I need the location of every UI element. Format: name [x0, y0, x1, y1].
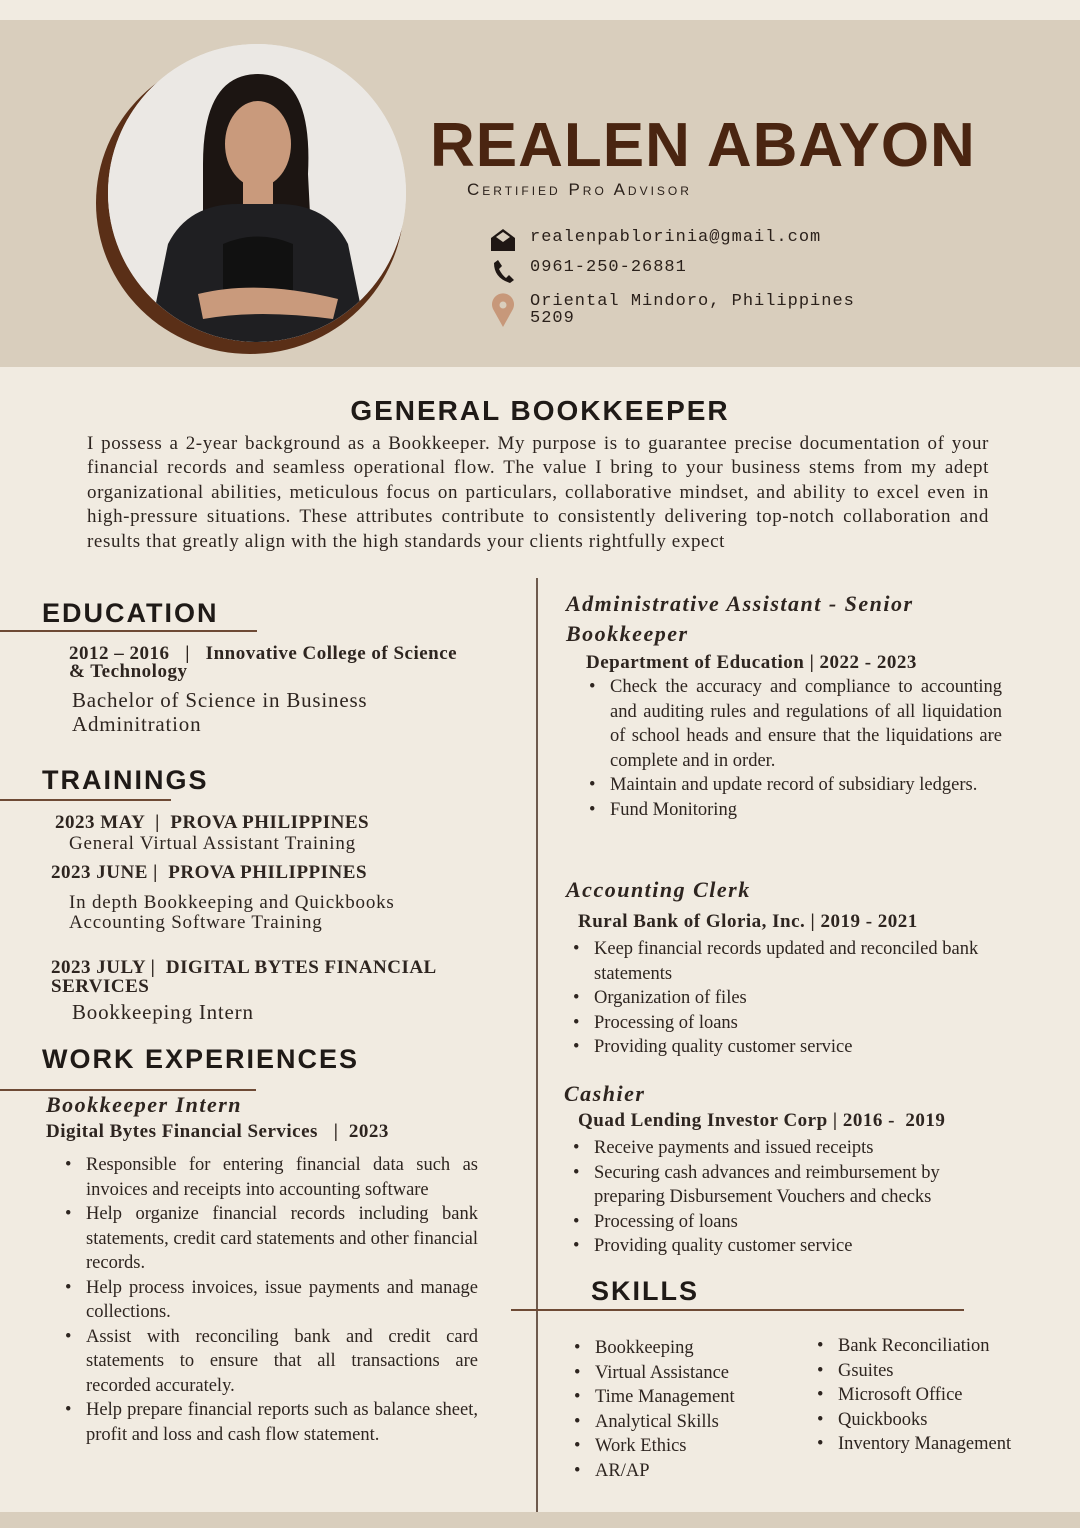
skill-item: • AR/AP	[571, 1459, 735, 1484]
training-3-head: 2023 JULY | DIGITAL BYTES FINANCIAL SERVICES	[51, 957, 441, 997]
contact-email	[490, 228, 821, 252]
skill-item: • Virtual Assistance	[571, 1361, 735, 1386]
skill-item: • Work Ethics	[571, 1434, 735, 1459]
job-org: Department of Education | 2022 - 2023	[586, 652, 917, 673]
trainings-heading: TRAININGS	[42, 765, 209, 795]
address-line-2: 5209	[530, 309, 575, 328]
skills-list-2	[814, 1334, 1011, 1457]
job-bullet: • Responsible for entering financial data such as invoices and receipts into accounting software	[62, 1153, 478, 1202]
job-bullet: • Maintain and update record of subsidiary ledgers.	[586, 773, 1002, 798]
job-bullet: • Keep financial records updated and reconciled bank statements	[570, 937, 996, 986]
job-bullet: • Processing of loans	[570, 1011, 996, 1036]
skill-item: • Inventory Management	[814, 1432, 1011, 1457]
job-org: Quad Lending Investor Corp | 2016 - 2019	[578, 1110, 946, 1131]
job-4	[564, 1079, 994, 1259]
skills-list-1	[571, 1336, 735, 1483]
skill-item: • Quickbooks	[814, 1408, 1011, 1433]
phone-icon	[490, 258, 516, 284]
training-3-desc: Bookkeeping Intern	[72, 1000, 254, 1024]
job-org: Rural Bank of Gloria, Inc. | 2019 - 2021	[578, 911, 918, 932]
skill-item: • Analytical Skills	[571, 1410, 735, 1435]
skill-item: • Time Management	[571, 1385, 735, 1410]
job-bullet: • Fund Monitoring	[586, 798, 1002, 823]
contact-phone	[490, 258, 687, 284]
job-bullet: • Providing quality customer service	[570, 1035, 996, 1060]
skill-item: • Gsuites	[814, 1359, 1011, 1384]
summary-paragraph: I possess a 2-year background as a Bookkeeper. My purpose is to guarantee precise documentation of your financial records and seamless operational flow. The value I bring to your business stems from my adept organizational abilities, meticulous focus on particulars, collaborative mindset, and ability to excel even in high-pressure situations. These attributes contribute to consistently delivering top-notch collaboration and results that greatly align with the high standards your clients rightfully expect	[87, 433, 989, 552]
skill-item: • Microsoft Office	[814, 1383, 1011, 1408]
job-title: Administrative Assistant - Senior Bookkeeper	[566, 591, 914, 646]
job-bullet: • Securing cash advances and reimbursement by preparing Disbursement Vouchers and checks	[570, 1161, 994, 1210]
job-2	[566, 589, 1002, 822]
education-line-2: & Technology	[69, 661, 188, 682]
candidate-subtitle: Certified Pro Advisor	[467, 180, 692, 199]
job-bullet: • Help organize financial records including bank statements, credit card statements and other financial records.	[62, 1202, 478, 1276]
training-2-desc: In depth Bookkeeping and Quickbooks Accounting Software Training	[69, 892, 395, 933]
job-title: Bookkeeper Intern	[46, 1092, 242, 1117]
job-bullet: • Assist with reconciling bank and credit card statements to ensure that all transactions are recorded accurately.	[62, 1325, 478, 1399]
education-line-1: 2012 – 2016 | Innovative College of Science	[69, 643, 458, 664]
education-rule	[0, 630, 257, 632]
job-bullet: • Providing quality customer service	[570, 1234, 994, 1259]
candidate-name: REALEN ABAYON	[430, 111, 976, 180]
role-heading: GENERAL BOOKKEEPER	[350, 395, 730, 426]
job-bullet: • Check the accuracy and compliance to accounting and auditing rules and regulations of all liquidation of school heads and ensure that the liquidations are complete and in order.	[586, 675, 1002, 773]
contact-address	[490, 293, 855, 327]
skills-heading: SKILLS	[591, 1276, 700, 1306]
job-bullet: • Organization of files	[570, 986, 996, 1011]
footer-band	[0, 1512, 1080, 1528]
job-bullet: • Help process invoices, issue payments and manage collections.	[62, 1276, 478, 1325]
skills-rule	[511, 1309, 964, 1311]
job-bullet: • Processing of loans	[570, 1210, 994, 1235]
location-pin-icon	[490, 293, 516, 327]
training-2-head: 2023 JUNE | PROVA PHILIPPINES	[51, 862, 368, 883]
skill-item: • Bank Reconciliation	[814, 1334, 1011, 1359]
phone-text: 0961-250-26881	[530, 258, 687, 277]
education-degree-2: Adminitration	[72, 712, 202, 736]
envelope-icon	[490, 228, 516, 252]
address-line-1: Oriental Mindoro, Philippines	[530, 292, 855, 311]
job-title: Accounting Clerk	[566, 877, 751, 902]
column-divider	[536, 578, 538, 1512]
email-text[interactable]: realenpablorinia@gmail.com	[530, 228, 822, 247]
job-title: Cashier	[564, 1081, 646, 1106]
job-bullet: • Help prepare financial reports such as balance sheet, profit and loss and cash flow statement.	[62, 1398, 478, 1447]
job-1	[46, 1090, 478, 1447]
training-1-head: 2023 MAY | PROVA PHILIPPINES	[55, 812, 370, 833]
education-heading: EDUCATION	[42, 598, 219, 628]
job-org: Digital Bytes Financial Services | 2023	[46, 1121, 389, 1142]
job-3	[566, 875, 996, 1060]
job-bullet: • Receive payments and issued receipts	[570, 1136, 994, 1161]
profile-photo	[108, 44, 406, 342]
education-degree-1: Bachelor of Science in Business	[72, 688, 368, 712]
work-heading: WORK EXPERIENCES	[42, 1044, 360, 1074]
skill-item: • Bookkeeping	[571, 1336, 735, 1361]
trainings-rule	[0, 799, 171, 801]
training-1-desc: General Virtual Assistant Training	[69, 833, 356, 854]
